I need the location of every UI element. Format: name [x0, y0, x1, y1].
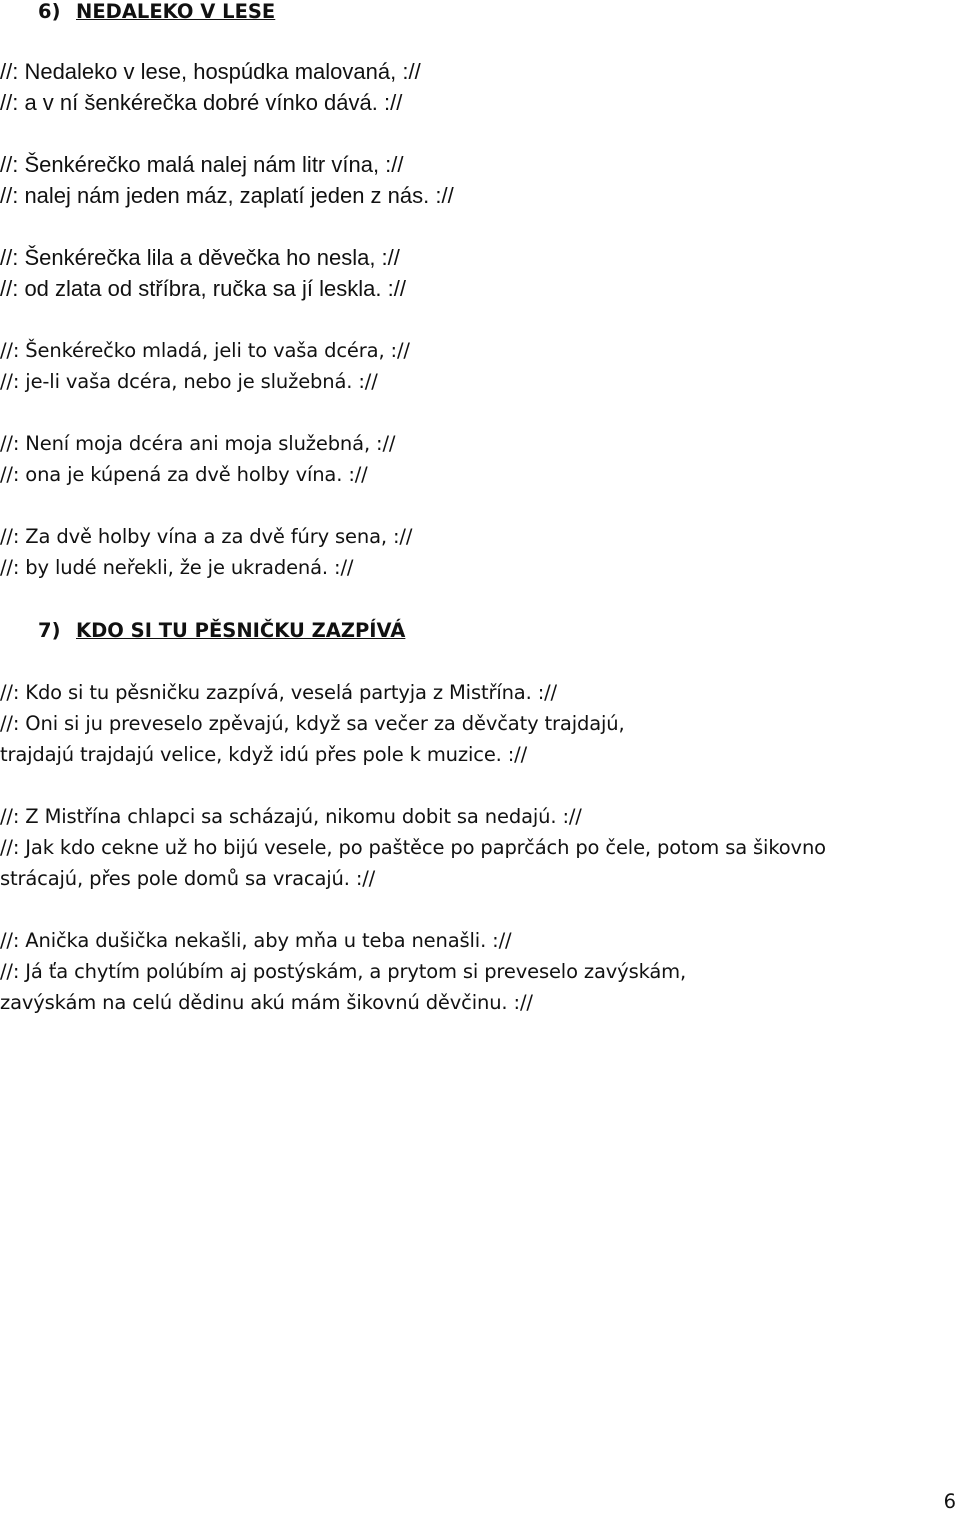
lyric-line: //: Anička dušička nekašli, aby mňa u teba nenašli. :// [0, 929, 512, 952]
lyric-line: //: Za dvě holby vína a za dvě fúry sena, :// [0, 525, 413, 548]
lyric-line: //: Šenkérečko malá nalej nám litr vína, :// [0, 152, 404, 177]
song-6-number: 6) [38, 0, 61, 23]
page-number: 6 [943, 1490, 956, 1513]
song-6-title: NEDALEKO V LESE [76, 0, 276, 23]
song-7-number: 7) [38, 619, 61, 642]
lyric-line: //: Není moja dcéra ani moja služebná, :// [0, 432, 396, 455]
lyric-line: //: Šenkérečko mladá, jeli to vaša dcéra, :// [0, 339, 410, 362]
lyric-line: //: by ludé neřekli, že je ukradená. :// [0, 556, 354, 579]
lyric-line: //: Kdo si tu pěsničku zazpívá, veselá partyja z Mistřína. :// [0, 681, 557, 704]
lyric-line: //: je-li vaša dcéra, nebo je služebná. :// [0, 370, 378, 393]
song-6-heading [38, 0, 275, 27]
lyric-line: //: Oni si ju preveselo zpěvajú, když sa večer za děvčaty trajdajú, [0, 712, 625, 735]
lyric-line: strácajú, přes pole domů sa vracajú. :// [0, 867, 376, 890]
lyric-line: //: Z Mistřína chlapci sa scházajú, nikomu dobit sa nedajú. :// [0, 805, 582, 828]
lyric-line: //: od zlata od stříbra, ručka sa jí leskla. :// [0, 276, 406, 301]
lyric-line: //: Já ťa chytím polúbím aj postýskám, a prytom si preveselo zavýskám, [0, 960, 687, 983]
lyric-line: //: ona je kúpená za dvě holby vína. :// [0, 463, 368, 486]
lyric-line: //: nalej nám jeden máz, zaplatí jeden z nás. :// [0, 183, 454, 208]
lyric-line: //: a v ní šenkérečka dobré vínko dává. :// [0, 90, 403, 115]
lyric-line: trajdajú trajdajú velice, když idú přes pole k muzice. :// [0, 743, 528, 766]
song-7-heading [38, 616, 405, 646]
song-7-title: KDO SI TU PĚSNIČKU ZAZPÍVÁ [76, 619, 406, 642]
lyric-line: //: Jak kdo cekne už ho bijú vesele, po paštěce po paprčách po čele, potom sa šikovno [0, 836, 826, 859]
lyric-line: zavýskám na celú dědinu akú mám šikovnú děvčinu. :// [0, 991, 533, 1014]
lyric-line: //: Nedaleko v lese, hospúdka malovaná, :// [0, 59, 421, 84]
lyric-line: //: Šenkérečka lila a děvečka ho nesla, :// [0, 245, 400, 270]
